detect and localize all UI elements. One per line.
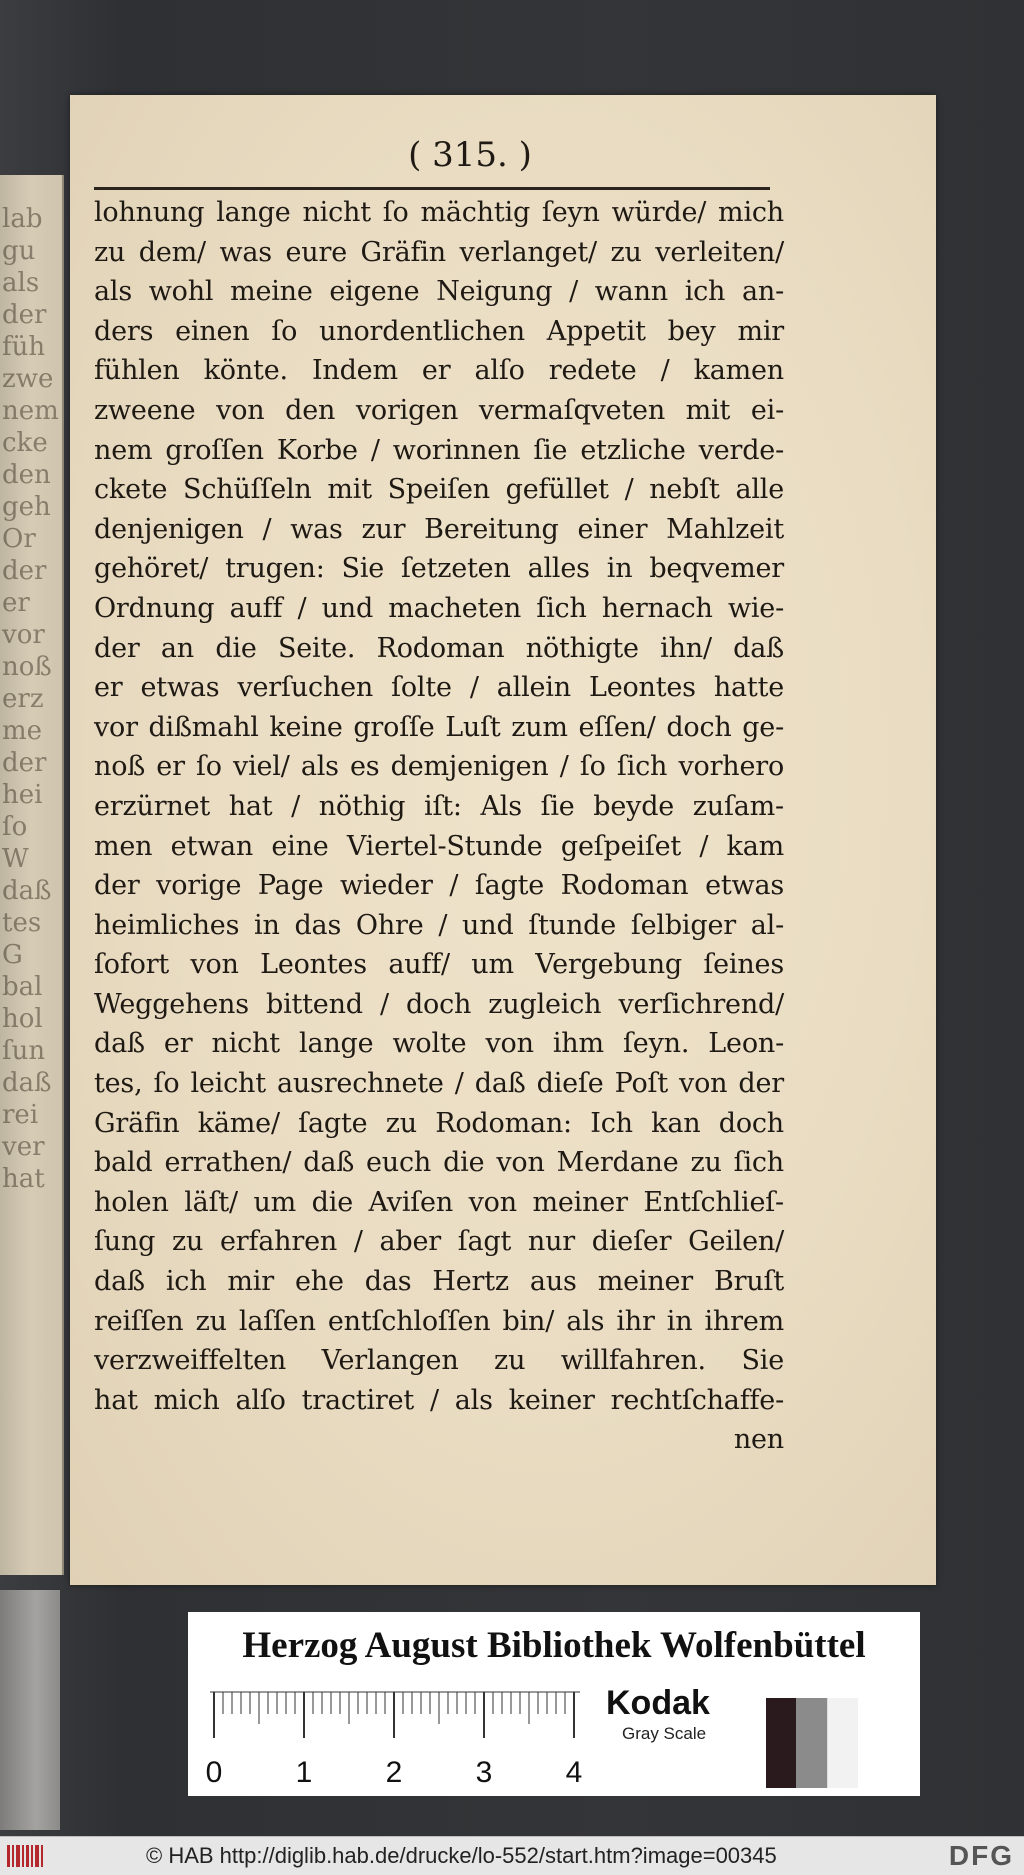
text-line: lohnung lange nicht ſo mächtig ſeyn würde/ mich xyxy=(94,197,784,228)
book-page xyxy=(70,95,936,1585)
text-line: er etwas verſuchen ſolte / allein Leontes hatte xyxy=(94,672,784,704)
source-link[interactable]: © HAB http://diglib.hab.de/drucke/lo-552/start.htm?image=00345 xyxy=(146,1843,777,1868)
text-line: zu dem/ was eure Gräfin verlanget/ zu verleiten/ xyxy=(94,236,784,268)
text-line: zweene von den vorigen vermaſqveten mit ei- xyxy=(94,394,784,426)
text-line: daß ich mir ehe das Hertz aus meiner Bruſt xyxy=(94,1266,784,1298)
white-swatch xyxy=(827,1698,858,1788)
facing-page-text-fragment: lab gu als der füh zwe nem cke den geh Or der er vor noß erz me der hei ſo W daß tes G bal hol ſun daß rei ver hat xyxy=(2,204,59,1194)
barcode-icon xyxy=(6,1845,46,1867)
gray-scale-label: Gray Scale xyxy=(622,1724,707,1743)
page-number: ( 315. ) xyxy=(408,135,532,175)
text-line: ders einen ſo unordentlichen Appetit bey mir xyxy=(94,315,784,347)
text-line: als wohl meine eigene Neigung / wann ich an- xyxy=(94,276,784,308)
library-color-card xyxy=(188,1612,920,1796)
text-line: reiſſen zu laſſen entſchloſſen bin/ als ihr in ihrem xyxy=(94,1305,784,1337)
text-line: denjenigen / was zur Bereitung einer Mahlzeit xyxy=(94,513,784,545)
facing-page-lower-edge xyxy=(0,1590,60,1830)
gray-scale-swatches xyxy=(766,1698,858,1788)
ruler-label: 2 xyxy=(385,1756,403,1789)
text-line: der vorige Page wieder / ſagte Rodoman etwas xyxy=(94,870,784,902)
text-line: hat mich alſo tractiret / als keiner rechtſchaffe- xyxy=(94,1384,784,1416)
ruler-label: 1 xyxy=(295,1756,313,1789)
text-line: daß er nicht lange wolte von ihm ſeyn. Leon- xyxy=(94,1028,784,1060)
text-line: nen xyxy=(733,1424,784,1456)
library-title: Herzog August Bibliothek Wolfenbüttel xyxy=(242,1625,866,1666)
ruler-label: 0 xyxy=(205,1756,223,1789)
text-line: verzweiffelten Verlangen zu willfahren. Sie xyxy=(94,1345,784,1377)
ruler-label: 4 xyxy=(565,1756,583,1789)
text-line: erzürnet hat / nöthig iſt: Als ſie beyde zuſam- xyxy=(94,790,784,822)
text-line: heimliches in das Ohre / und ſtunde ſelbiger al- xyxy=(94,909,784,941)
text-line: bald errathen/ daß euch die von Merdane zu ſich xyxy=(94,1147,784,1179)
text-line: fühlen könte. Indem er alſo redete / kamen xyxy=(94,355,784,387)
text-line: men etwan eine Viertel-Stunde geſpeiſet / kam xyxy=(94,830,784,862)
text-line: ſung zu erfahren / aber ſagt nur dieſer Geilen/ xyxy=(94,1226,784,1258)
text-line: der an die Seite. Rodoman nöthigte ihn/ daß xyxy=(94,632,784,664)
text-line: ſofort von Leontes auff/ um Vergebung ſeines xyxy=(94,949,784,981)
page-text xyxy=(94,193,784,1460)
text-line: vor dißmahl keine groſſe Luſt zum eſſen/ doch ge- xyxy=(94,711,784,743)
ruler-label: 3 xyxy=(475,1756,493,1789)
text-line: tes, ſo leicht ausrechnete / daß dieſe Poſt von der xyxy=(94,1068,784,1100)
text-line: nem groſſen Korbe / worinnen ſie etzliche verde- xyxy=(94,434,784,466)
text-line: noß er ſo viel/ als es demjenigen / ſo ſich vorhero xyxy=(94,751,784,783)
mid-gray-swatch xyxy=(796,1698,828,1788)
text-line: Ordnung auff / und macheten ſich hernach wie- xyxy=(94,592,784,624)
measurement-ruler xyxy=(205,1686,584,1794)
dfg-logo: DFG xyxy=(948,1840,1014,1871)
footer-bar xyxy=(0,1836,1024,1875)
header-rule xyxy=(94,187,770,190)
text-line: Weggehens bittend / doch zugleich verſichrend/ xyxy=(94,988,784,1020)
text-line: Gräfin käme/ ſagte zu Rodoman: Ich kan doch xyxy=(94,1107,784,1139)
facing-page-edge xyxy=(0,175,64,1575)
text-line: ckete Schüſſeln mit Speiſen gefüllet / nebſt alle xyxy=(94,474,784,506)
text-line: gehöret/ trugen: Sie ſetzeten alles in beqvemer xyxy=(94,553,784,585)
kodak-logo: Kodak xyxy=(606,1684,710,1722)
dark-swatch xyxy=(766,1698,796,1788)
text-line: holen läſt/ um die Aviſen von meiner Entſchlieſ- xyxy=(94,1186,784,1218)
